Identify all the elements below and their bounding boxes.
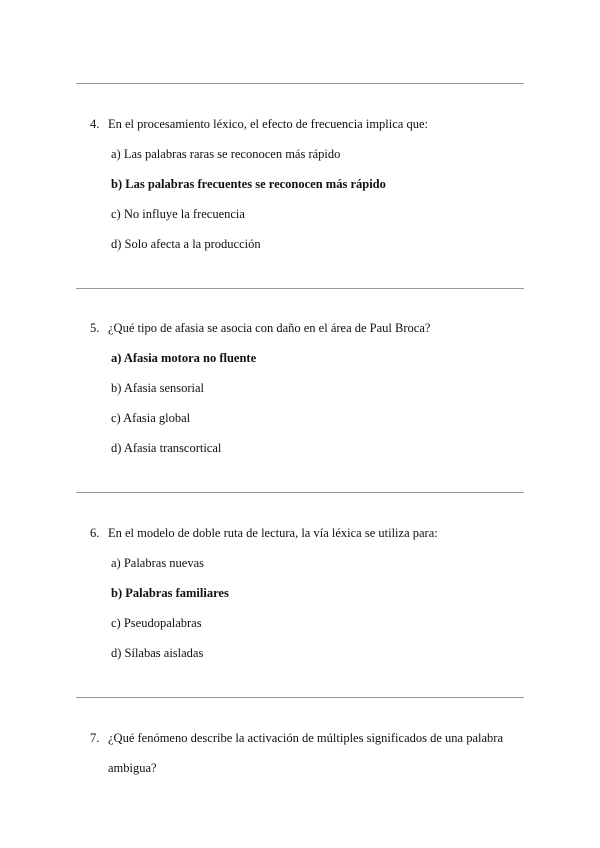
question-text [90, 730, 503, 775]
option-b: b) Afasia sensorial [111, 381, 205, 395]
question-number: 6. [90, 526, 100, 540]
separator-rule [76, 83, 524, 84]
option-c: c) Pseudopalabras [111, 616, 202, 630]
option-a: a) Las palabras raras se reconocen más rápido [111, 147, 341, 161]
question-text: 6. En el modelo de doble ruta de lectura, la vía léxica se utiliza para: [90, 526, 438, 540]
question-number: 7. [90, 731, 100, 745]
question-text-line2: ambigua? [108, 761, 157, 775]
question-text: 5. ¿Qué tipo de afasia se asocia con daño en el área de Paul Broca? [90, 321, 431, 335]
option-d: d) Sílabas aisladas [111, 646, 204, 660]
option-a-correct: a) Afasia motora no fluente [111, 351, 257, 365]
option-c: c) Afasia global [111, 411, 191, 425]
option-a: a) Palabras nuevas [111, 556, 205, 570]
question-text: 4. En el procesamiento léxico, el efecto de frecuencia implica que: [90, 117, 428, 131]
option-d: d) Solo afecta a la producción [111, 237, 261, 251]
option-c: c) No influye la frecuencia [111, 207, 245, 221]
question-number: 4. [90, 117, 100, 131]
question-text-line1: ¿Qué fenómeno describe la activación de múltiples significados de una palabra [108, 731, 503, 745]
separator-rule [76, 492, 524, 493]
question-number: 5. [90, 321, 100, 335]
option-b-correct: b) Palabras familiares [111, 586, 229, 600]
separator-rule [76, 697, 524, 698]
option-b-correct: b) Las palabras frecuentes se reconocen más rápido [111, 177, 386, 191]
separator-rule [76, 288, 524, 289]
option-d: d) Afasia transcortical [111, 441, 222, 455]
